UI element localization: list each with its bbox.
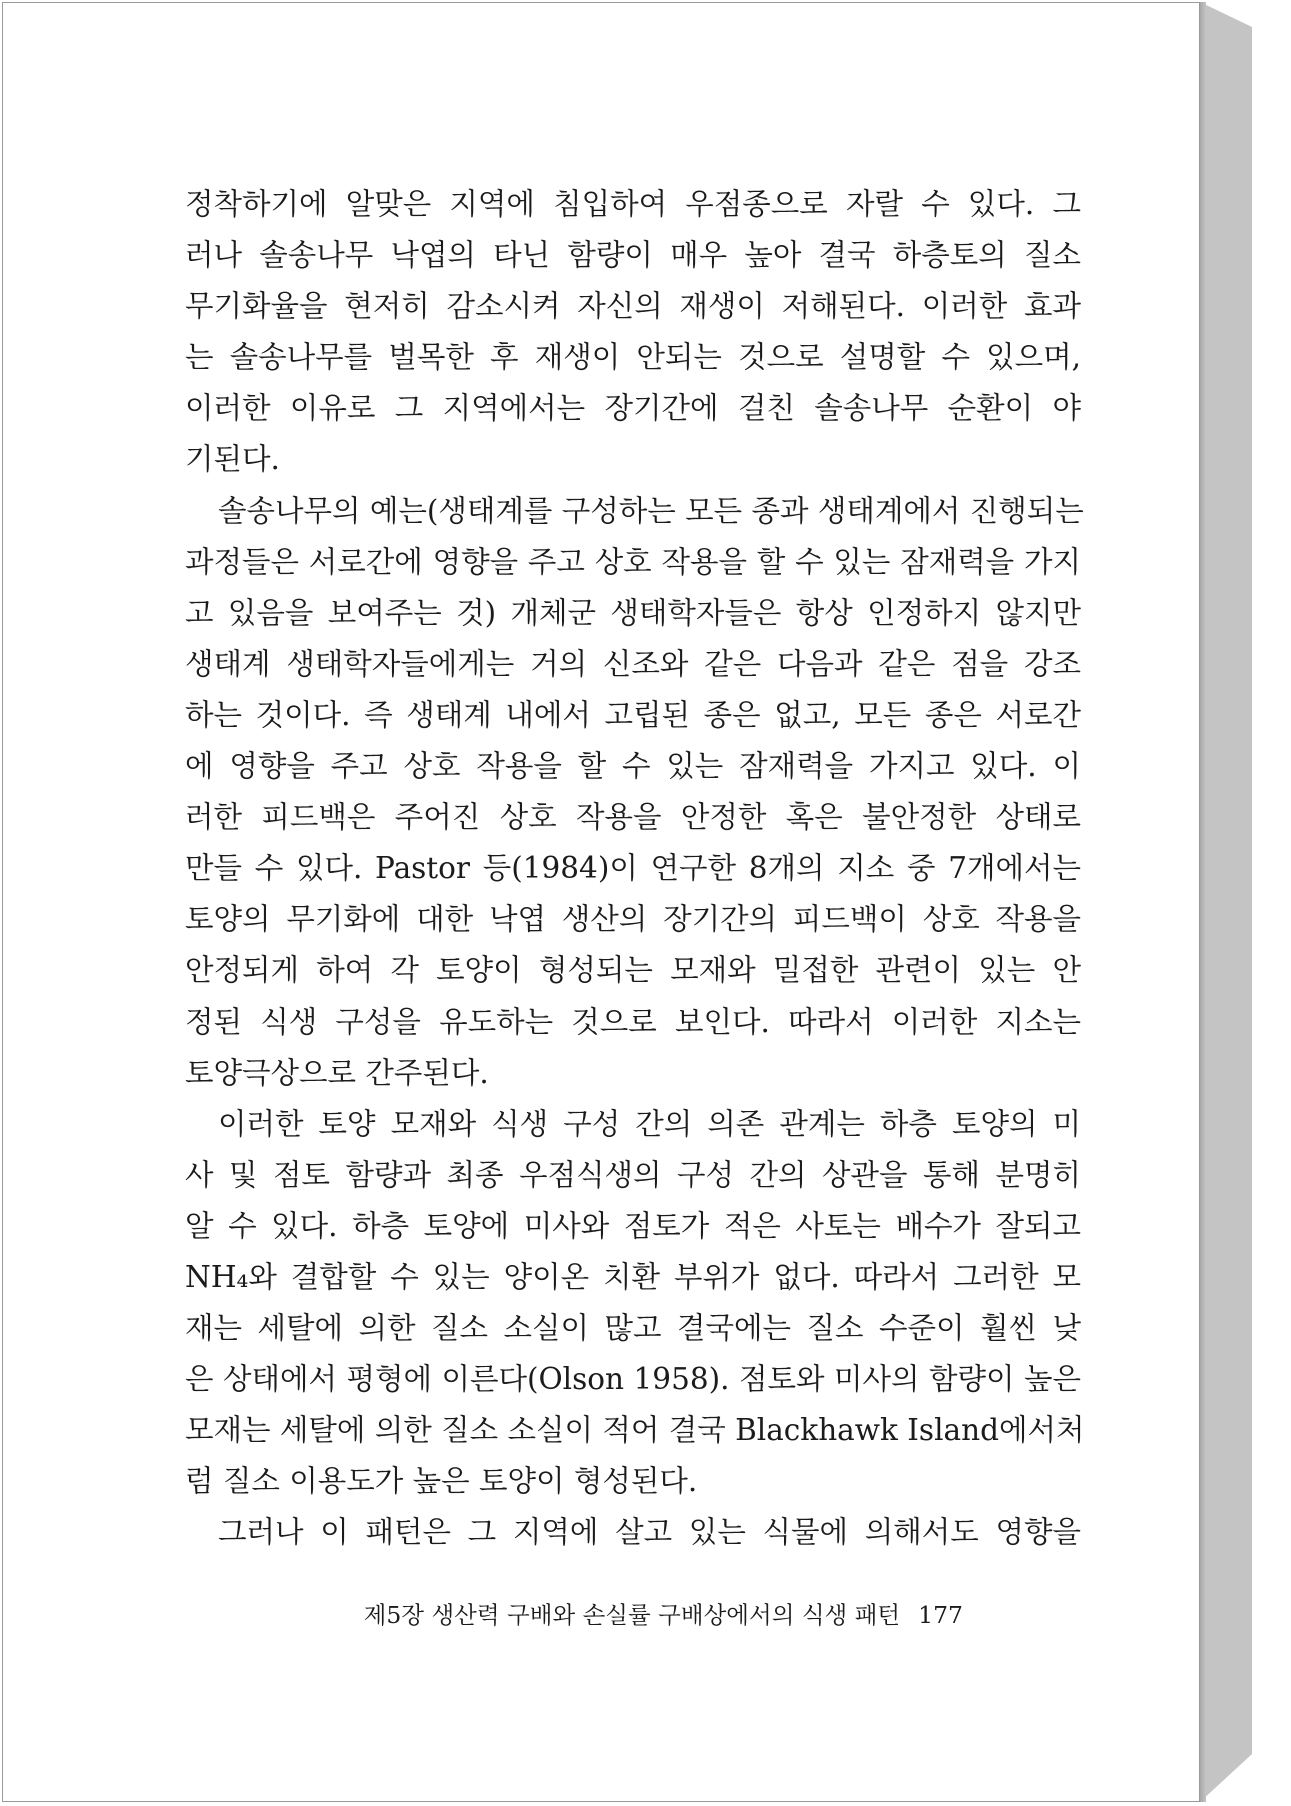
text-line: 이러한 이유로 그 지역에서는 장기간에 걸친 솔송나무 순환이 야 bbox=[185, 391, 1081, 426]
text-line: 사 및 점토 함량과 최종 우점식생의 구성 간의 상관을 통해 분명히 bbox=[185, 1157, 1081, 1192]
text-line: 토양극상으로 간주된다. bbox=[185, 1055, 489, 1090]
text-line: NH₄와 결합할 수 있는 양이온 치환 부위가 없다. 따라서 그러한 모 bbox=[185, 1259, 1081, 1294]
text-line: 이러한 토양 모재와 식생 구성 간의 의존 관계는 하층 토양의 미 bbox=[218, 1106, 1081, 1141]
text-line: 하는 것이다. 즉 생태계 내에서 고립된 종은 없고, 모든 종은 서로간 bbox=[185, 697, 1081, 732]
book-page bbox=[2, 2, 1200, 1802]
text-line: 무기화율을 현저히 감소시켜 자신의 재생이 저해된다. 이러한 효과 bbox=[185, 289, 1081, 324]
text-line: 재는 세탈에 의한 질소 소실이 많고 결국에는 질소 수준이 훨씬 낮 bbox=[185, 1311, 1081, 1346]
text-line: 그러나 이 패턴은 그 지역에 살고 있는 식물에 의해서도 영향을 bbox=[218, 1515, 1081, 1550]
running-footer bbox=[364, 1596, 963, 1630]
book-edge bbox=[1200, 2, 1252, 1802]
text-line: 정착하기에 알맞은 지역에 침입하여 우점종으로 자랄 수 있다. 그 bbox=[185, 187, 1081, 221]
text-line: 러나 솔송나무 낙엽의 타닌 함량이 매우 높아 결국 하층토의 질소 bbox=[185, 238, 1081, 273]
text-line: 에 영향을 주고 상호 작용을 할 수 있는 잠재력을 가지고 있다. 이 bbox=[185, 749, 1081, 784]
text-line: 러한 피드백은 주어진 상호 작용을 안정한 혹은 불안정한 상태로 bbox=[185, 800, 1081, 835]
chapter-title: 제5장 생산력 구배와 손실률 구배상에서의 식생 패턴 bbox=[363, 1601, 901, 1629]
text-line: 은 상태에서 평형에 이른다(Olson 1958). 점토와 미사의 함량이 높은 bbox=[185, 1362, 1081, 1397]
text-line: 토양의 무기화에 대한 낙엽 생산의 장기간의 피드백이 상호 작용을 bbox=[185, 902, 1081, 937]
text-line: 는 솔송나무를 벌목한 후 재생이 안되는 것으로 설명할 수 있으며, bbox=[185, 340, 1081, 375]
text-line: 정된 식생 구성을 유도하는 것으로 보인다. 따라서 이러한 지소는 bbox=[185, 1004, 1081, 1039]
text-line: 생태계 생태학자들에게는 거의 신조와 같은 다음과 같은 점을 강조 bbox=[185, 646, 1081, 681]
text-line: 알 수 있다. 하층 토양에 미사와 점토가 적은 사토는 배수가 잘되고 bbox=[185, 1208, 1081, 1243]
book-edge-shadow bbox=[1200, 2, 1206, 1802]
body-text bbox=[185, 179, 1085, 1559]
text-line: 모재는 세탈에 의한 질소 소실이 적어 결국 Blackhawk Island에서처 bbox=[185, 1413, 1085, 1448]
text-line: 고 있음을 보여주는 것) 개체군 생태학자들은 항상 인정하지 않지만 bbox=[185, 595, 1081, 630]
text-line: 과정들은 서로간에 영향을 주고 상호 작용을 할 수 있는 잠재력을 가지 bbox=[185, 544, 1081, 579]
text-line: 기된다. bbox=[185, 442, 280, 477]
page-number: 177 bbox=[918, 1601, 963, 1629]
text-line: 만들 수 있다. Pastor 등(1984)이 연구한 8개의 지소 중 7개에서는 bbox=[185, 851, 1081, 886]
text-line: 안정되게 하여 각 토양이 형성되는 모재와 밀접한 관련이 있는 안 bbox=[185, 953, 1081, 988]
text-line: 럼 질소 이용도가 높은 토양이 형성된다. bbox=[185, 1464, 698, 1499]
text-line: 솔송나무의 예는(생태계를 구성하는 모든 종과 생태계에서 진행되는 bbox=[218, 493, 1084, 528]
